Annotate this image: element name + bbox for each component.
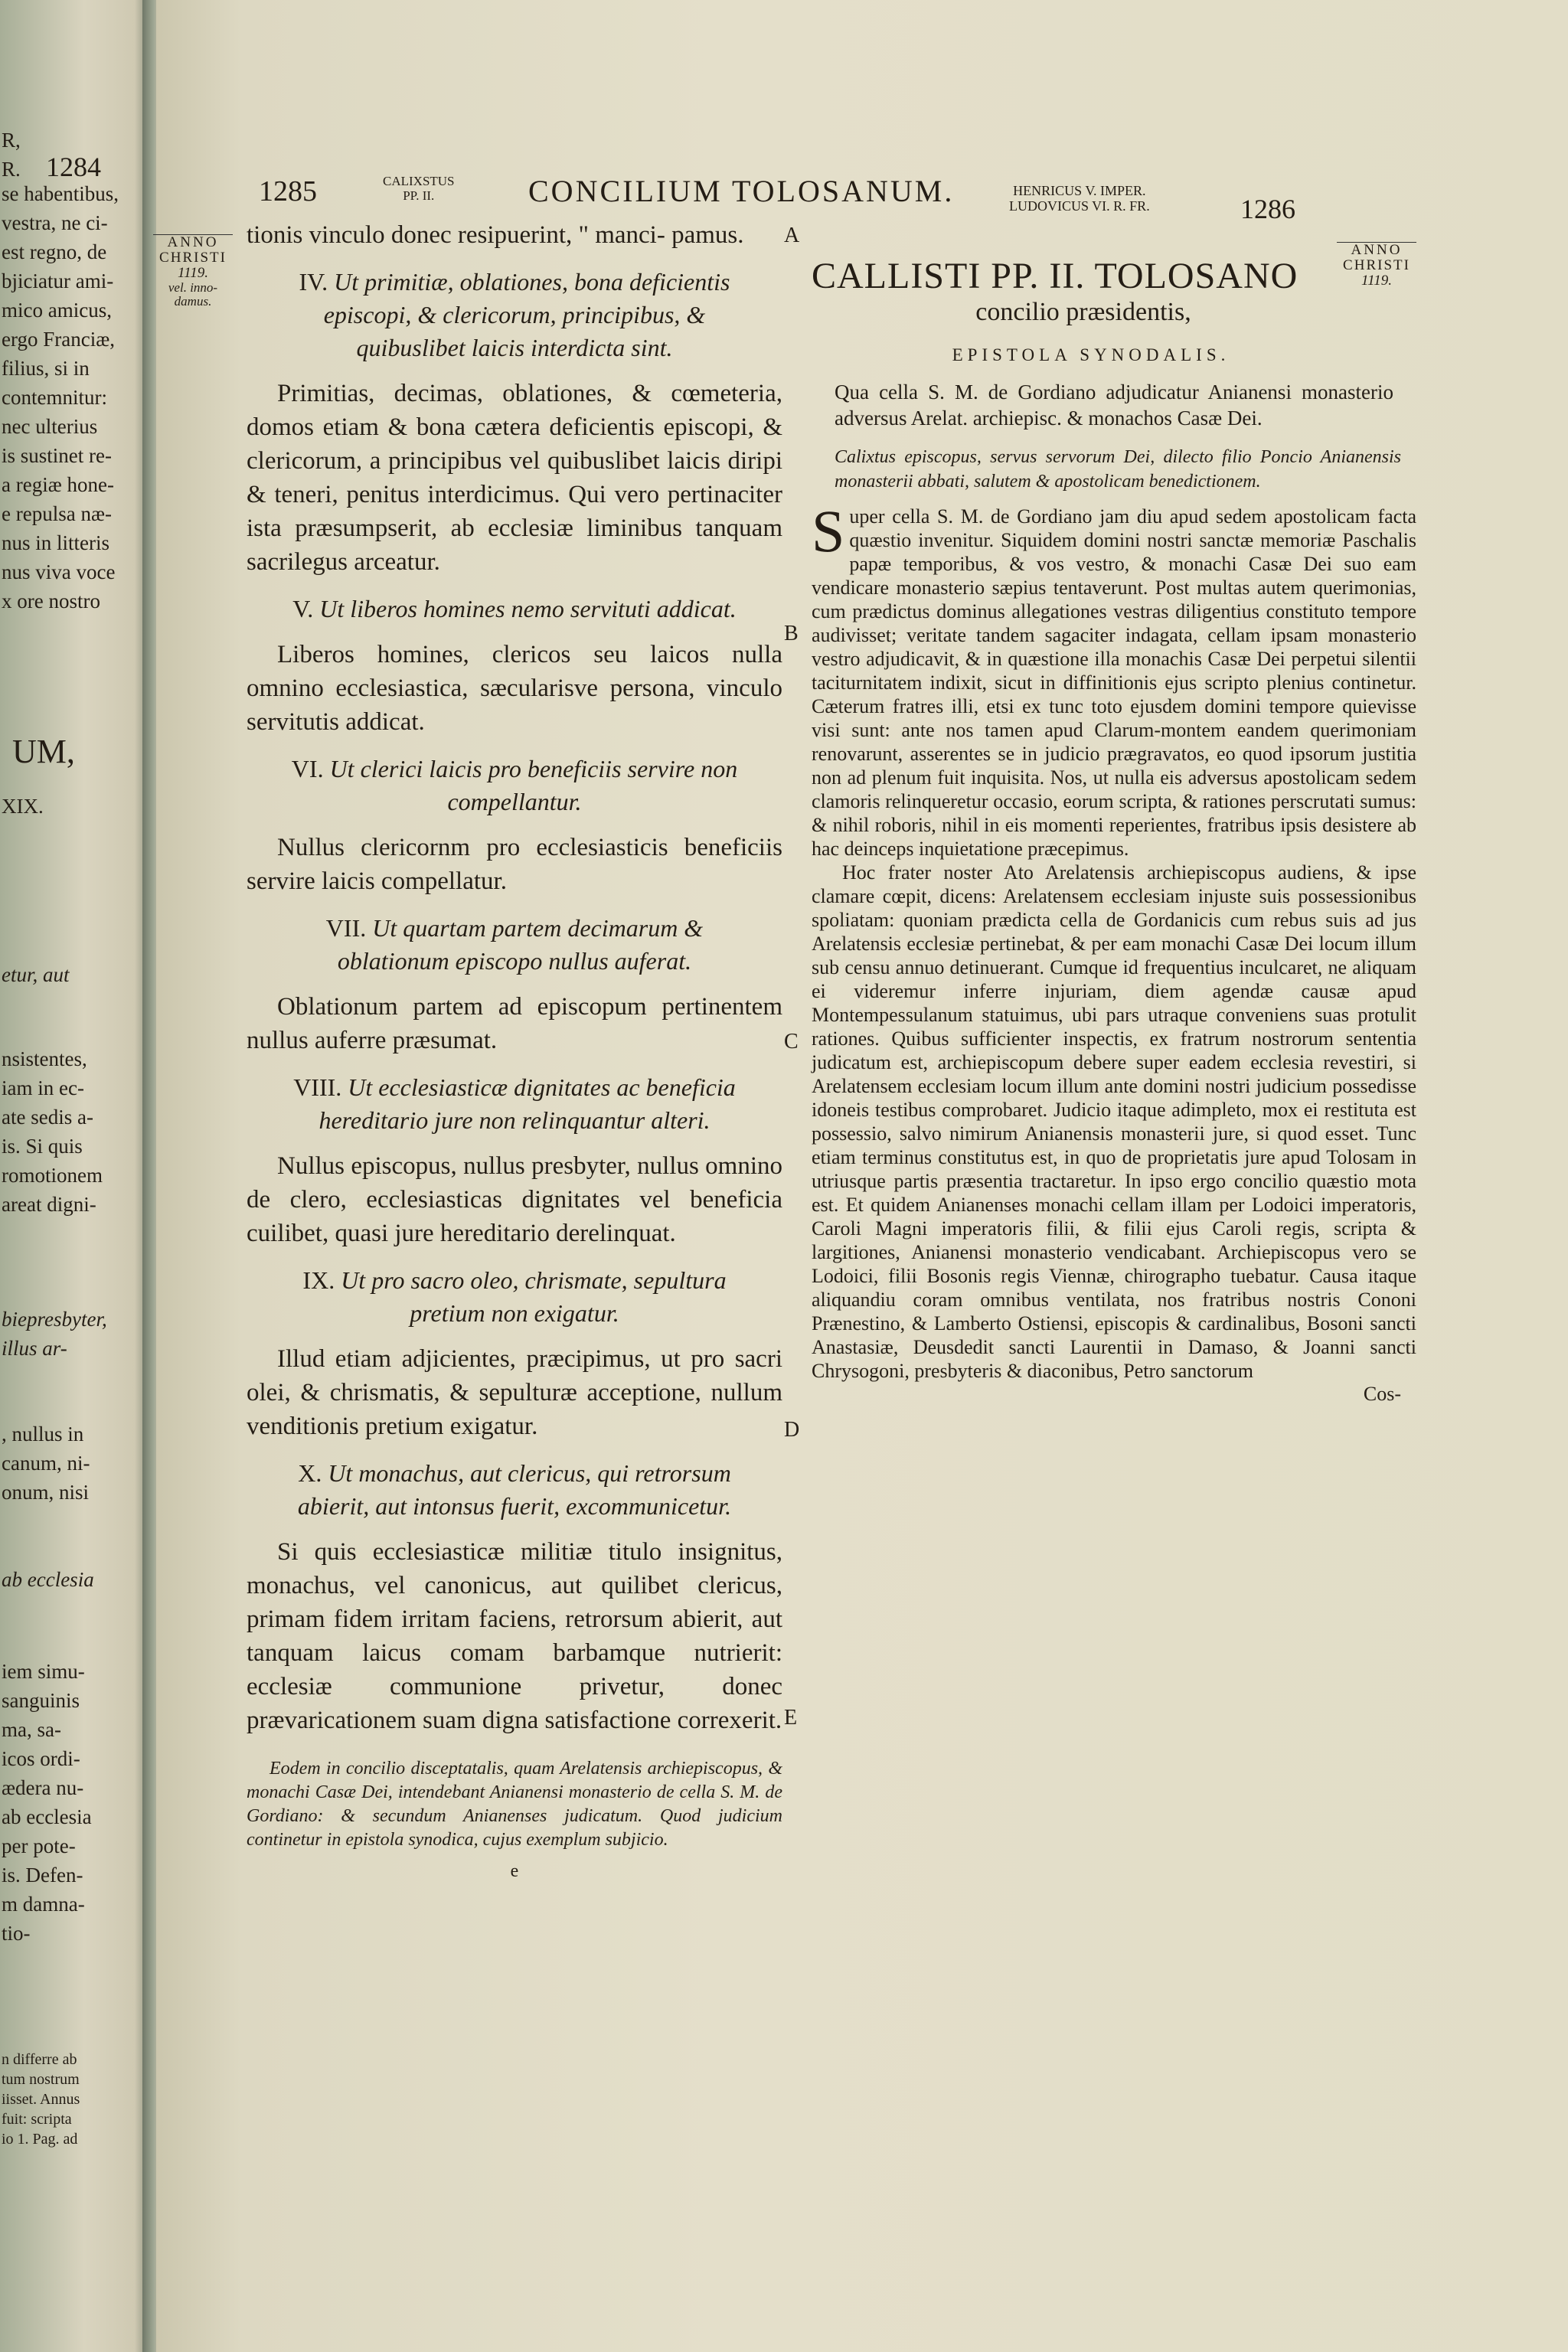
margin-anno: ANNO	[153, 234, 233, 250]
previous-page-line: e repulsa næ-	[2, 502, 112, 525]
previous-page-line: iam in ec-	[2, 1076, 84, 1099]
previous-page-line: a regiæ hone-	[2, 473, 114, 496]
margin-christi: CHRISTI	[1343, 256, 1410, 273]
previous-page-line: iem simu-	[2, 1660, 85, 1683]
margin-variant-note-1: vel. inno-	[168, 279, 218, 295]
canon-heading-text: Ut ecclesiasticæ dignitates ac beneficia hereditario jure non relinquantur alteri.	[318, 1073, 736, 1134]
salutation: Calixtus episcopus, servus servorum Dei, dilecto filio Poncio Anianensis monasterii abbati, salutem & apostolicam benedictionem.	[835, 447, 1401, 492]
canon-list	[247, 266, 782, 1737]
previous-page-line: ergo Franciæ,	[2, 328, 115, 351]
previous-page-line: illus ar-	[2, 1337, 67, 1360]
canon-heading	[247, 1071, 782, 1137]
previous-page-line: sanguinis	[2, 1689, 80, 1712]
canon-heading	[247, 753, 782, 818]
previous-page-line: vestra, ne ci-	[2, 211, 108, 234]
paragraph-1-text: uper cella S. M. de Gordiano jam diu apud sedem apostolicam facta quæstio invenitur. Siquidem domini nostri sanctæ memoriæ Paschalis papæ temporibus, & vos vestro, & monachi Casæ Dei suo eam vendicare monasterio sæpius tentaverunt. Post multas autem querimonias, cum prædictus dominus allegationes vestras diligentius constituto tempore audivisset; veritate tandem sagaciter indagata, cellam ipsam monasterio vestro adjudicavit, & in quæstione illa monachis Casæ Dei perpetui silentii taciturnitatem indixit, sicut in diffinitionis ejus scripto plenius continetur. Cæterum fratres illi, etsi ex tunc toto ejusdem domini tempore quievisse visi sunt: ante nos tamen apud Clarum-montem eandem querimoniam renovarunt, asserentes se in judicio prægravatos, eo quod ipsorum justitia non ad plenum fuit inquisita. Nos, ut nulla eis adversus apostolicam sedem clamoris relinqueretur occasio, eorum scripta, & rationes perscrutati sumus: & nihil roboris, nihil in eis momenti reperientes, fratribus ipsis desistere ab hac deinceps inquietatione præcepimus.	[812, 505, 1416, 860]
previous-page-line: ædera nu-	[2, 1776, 84, 1799]
previous-page-line: per pote-	[2, 1834, 76, 1857]
header-kings-bottom: LUDOVICUS VI. R. FR.	[1009, 198, 1150, 214]
previous-page-line: n differre ab	[2, 2051, 77, 2068]
epistle-paragraph-1	[812, 498, 1416, 861]
previous-page-line: nus viva voce	[2, 560, 116, 583]
previous-page-line: filius, si in	[2, 357, 90, 380]
margin-year-left	[153, 234, 233, 309]
canon-heading-text: Ut clerici laicis pro beneficiis servire non compellantur.	[329, 755, 738, 815]
previous-page-line: , nullus in	[2, 1423, 84, 1446]
canon-number: IV.	[299, 268, 328, 296]
page-number-right: 1286	[1240, 194, 1295, 224]
previous-page-edge	[0, 0, 153, 2352]
canon-number: V.	[292, 595, 314, 622]
epistle-title-line2: concilio præsidentis,	[975, 298, 1191, 326]
previous-page-line: icos ordi-	[2, 1747, 80, 1770]
canon-number: VIII.	[293, 1073, 342, 1101]
previous-page-line: est regno, de	[2, 240, 107, 263]
previous-page-line: is sustinet re-	[2, 444, 112, 467]
header-kings	[1009, 184, 1150, 214]
canon-text: Primitias, decimas, oblationes, & cœmeteria, domos etiam & bona cætera deficientis episcopi, & clericorum, a principibus vel quibuslibet laicis diripi & teneri, penitus interdicimus. Qui vero pertinaciter ista præsumpserit, ab ecclesiæ liminibus tanquam sacrilegus arceatur.	[247, 380, 782, 576]
canon-heading-text: Ut pro sacro oleo, chrismate, sepultura pretium non exigatur.	[341, 1266, 727, 1327]
section-letter-b: B	[784, 622, 799, 645]
canon-text: Oblationum partem ad episcopum pertinentem nullus auferre præsumat.	[247, 993, 782, 1054]
canon-heading-text: Ut primitiæ, oblationes, bona deficientis episcopi, & clericorum, principibus, & quibuslibet laicis interdicta sint.	[323, 268, 730, 361]
catchword: Cos-	[1363, 1383, 1401, 1405]
opening-text: tionis vinculo donec resipuerint, " manci- pamus.	[247, 221, 744, 249]
previous-page-line: R,	[2, 129, 21, 152]
margin-variant-note-2: damus.	[174, 293, 212, 309]
header-pope	[383, 175, 455, 203]
previous-page-line: ma, sa-	[2, 1718, 61, 1741]
previous-page-line: fuit: scripta	[2, 2111, 72, 2128]
canon-heading	[247, 593, 782, 626]
previous-page-line: etur, aut	[2, 963, 70, 986]
canon-heading	[247, 1457, 782, 1523]
epistle-paragraph-2: Hoc frater noster Ato Arelatensis archiepiscopus audiens, & ipse clamare cœpit, dicens: Arelatensem ecclesiam injuste suis possessionibus spoliatam: quoniam prædicta cella de Gordanicis cum rebus suis ad jus Arelatensis ecclesiæ pertinebat, & per eam monachi Casæ Dei locum illum sub censu annuo detinuerant. Cumque id frequentius inculcaret, ne aliquam ei videremur inferre injuriam, diem agendæ causæ apud Montempessulanum statuimus, ubi pars utraque conveniens suas protulit rationes. Quibus sufficienter inspectis, ex fratrum nostrorum sententia judicatum est, archiepiscopum debere super eadem ecclesia revestiri, si Arelatensem ecclesiam locum illum ante domini nostri judicium possedisse idoneis testibus comprobaret. Judicio itaque adimpleto, mox ei restituta est possessio, salvo nimirum Anianensis monasterii jure, si quod esset. Tunc etiam terminus constitutus est, in quo de proprietatis jure apud Tolosam in utriusque partis præsentia tractaretur. In ipso ergo concilio quæstio mota est. Et quidem Anianenses monachi cellam illam per Lodoici imperatoris, Caroli Magni imperatoris filii, & filii ejus Caroli regis, scripta & largitiones, Anianensi monasterio vendicabant. Archiepiscopus vero se Lodoici, filii Bosonis regis Viennæ, chirographo tuebatur. Causa itaque aliquandiu coram omnibus ventilata, nos fratribus nostris Cononi Prænestino, & Lamberto Ostiensi, episcopis & cardinalibus, Bosoni sancti Anastasiæ, Deusdedit sancti Laurentii in Damaso, & Joanni sancti Chrysogoni, presbyteris & diaconibus, Petro sanctorum	[812, 861, 1416, 1382]
previous-page-line: is. Si quis	[2, 1135, 83, 1158]
previous-page-line: x ore nostro	[2, 590, 100, 612]
previous-page-line: romotionem	[2, 1164, 103, 1187]
previous-page-line: ab ecclesia	[2, 1805, 92, 1828]
previous-page-line: onum, nisi	[2, 1481, 90, 1504]
previous-page-line: nec ulterius	[2, 415, 98, 438]
closing-note: Eodem in concilio disceptatalis, quam Arelatensis archiepiscopus, & monachi Casæ Dei, intendebant Anianensi monasterio de cella S. M. de Gordiano: & secundum Anianenses judicatum. Quod judicium continetur in epistola synodica, cujus exemplum subjicio.	[247, 1759, 782, 1850]
previous-page-line: nus in litteris	[2, 531, 109, 554]
epistle-title-line1: CALLISTI PP. II. TOLOSANO	[812, 256, 1298, 296]
previous-page-number: 1284	[46, 152, 101, 182]
section-letter-e: E	[784, 1706, 798, 1730]
previous-page-line: se habentibus,	[2, 182, 119, 205]
canon-text: Illud etiam adjicientes, præcipimus, ut pro sacri olei, & chrismatis, & sepulturæ acceptione, nullum venditionis pretium exigatur.	[247, 1345, 782, 1440]
running-title: CONCILIUM TOLOSANUM.	[528, 174, 955, 208]
header-pope-bottom: PP. II.	[403, 188, 435, 203]
canon-text: Si quis ecclesiasticæ militiæ titulo insignitus, monachus, vel canonicus, aut quilibet clericus, primam fidem irritam faciens, retrorsum abierit, aut tanquam laicus comam barbamque nutrierit: ecclesiæ communione privetur, donec prævaricationem suam digna satisfactione correxerit.	[247, 1538, 782, 1734]
canon-text: Nullus episcopus, nullus presbyter, nullus omnino de clero, ecclesiasticas dignitates vel beneficia cuilibet, quasi jure hereditario derelinquat.	[247, 1152, 782, 1247]
margin-christi: CHRISTI	[159, 249, 227, 266]
section-letter-d: D	[784, 1418, 800, 1442]
canon-heading	[247, 1264, 782, 1330]
section-letter-a: A	[784, 224, 800, 247]
previous-page-line: iisset. Annus	[2, 2091, 80, 2108]
previous-page-line: mico amicus,	[2, 299, 112, 322]
epistle-body	[812, 498, 1416, 1383]
previous-page-line: XIX.	[2, 795, 44, 818]
previous-page-line: contemnitur:	[2, 386, 107, 409]
footer-mark: e	[510, 1861, 519, 1881]
canon-number: IX.	[302, 1266, 335, 1294]
canon-number: VI.	[291, 755, 324, 782]
right-column	[812, 256, 1416, 1406]
canon-heading-text: Ut quartam partem decimarum & oblationum episcopo nullus auferat.	[337, 914, 704, 975]
previous-page-line: tio-	[2, 1922, 31, 1945]
previous-page-line: UM,	[12, 733, 75, 770]
previous-page-line: ate sedis a-	[2, 1106, 93, 1129]
canon-heading	[247, 266, 782, 364]
margin-anno: ANNO	[1337, 242, 1416, 258]
canon-number: X.	[298, 1459, 322, 1487]
canon-heading	[247, 912, 782, 978]
previous-page-line: areat digni-	[2, 1193, 96, 1216]
previous-page-line: canum, ni-	[2, 1452, 90, 1475]
header-kings-top: HENRICUS V. IMPER.	[1013, 183, 1146, 198]
canon-heading-text: Ut monachus, aut clericus, qui retrorsum abierit, aut intonsus fuerit, excommunicetur.	[297, 1459, 732, 1520]
header-pope-top: CALIXSTUS	[383, 174, 455, 188]
previous-page-line: bjiciatur ami-	[2, 270, 114, 292]
margin-year: 1119.	[1361, 272, 1392, 289]
epistle-summary: Qua cella S. M. de Gordiano adjudicatur Anianensi monasterio adversus Arelat. archiepisc. & monachos Casæ Dei.	[835, 381, 1393, 430]
page-number-left: 1285	[259, 175, 317, 207]
previous-page-line: m damna-	[2, 1893, 85, 1916]
canon-text: Liberos homines, clericos seu laicos nulla omnino ecclesiastica, sæcularisve persona, vinculo servitutis addicat.	[247, 641, 782, 736]
left-column	[247, 218, 782, 1882]
previous-page-line: biepresbyter,	[2, 1308, 107, 1331]
previous-page-line: nsistentes,	[2, 1047, 87, 1070]
epistle-subtitle: EPISTOLA SYNODALIS.	[952, 345, 1230, 364]
previous-page-line: ab ecclesia	[2, 1568, 94, 1591]
previous-page-line: is. Defen-	[2, 1864, 83, 1886]
previous-page-line: R.	[2, 158, 21, 181]
canon-number: VII.	[325, 914, 367, 942]
section-letter-c: C	[784, 1030, 799, 1054]
canon-text: Nullus clericornm pro ecclesiasticis beneficiis servire laicis compellatur.	[247, 834, 782, 895]
previous-page-line: io 1. Pag. ad	[2, 2131, 78, 2148]
canon-heading-text: Ut liberos homines nemo servituti addicat.	[319, 595, 737, 622]
drop-cap: S	[812, 498, 845, 564]
margin-year: 1119.	[178, 264, 208, 281]
previous-page-line: tum nostrum	[2, 2071, 80, 2088]
